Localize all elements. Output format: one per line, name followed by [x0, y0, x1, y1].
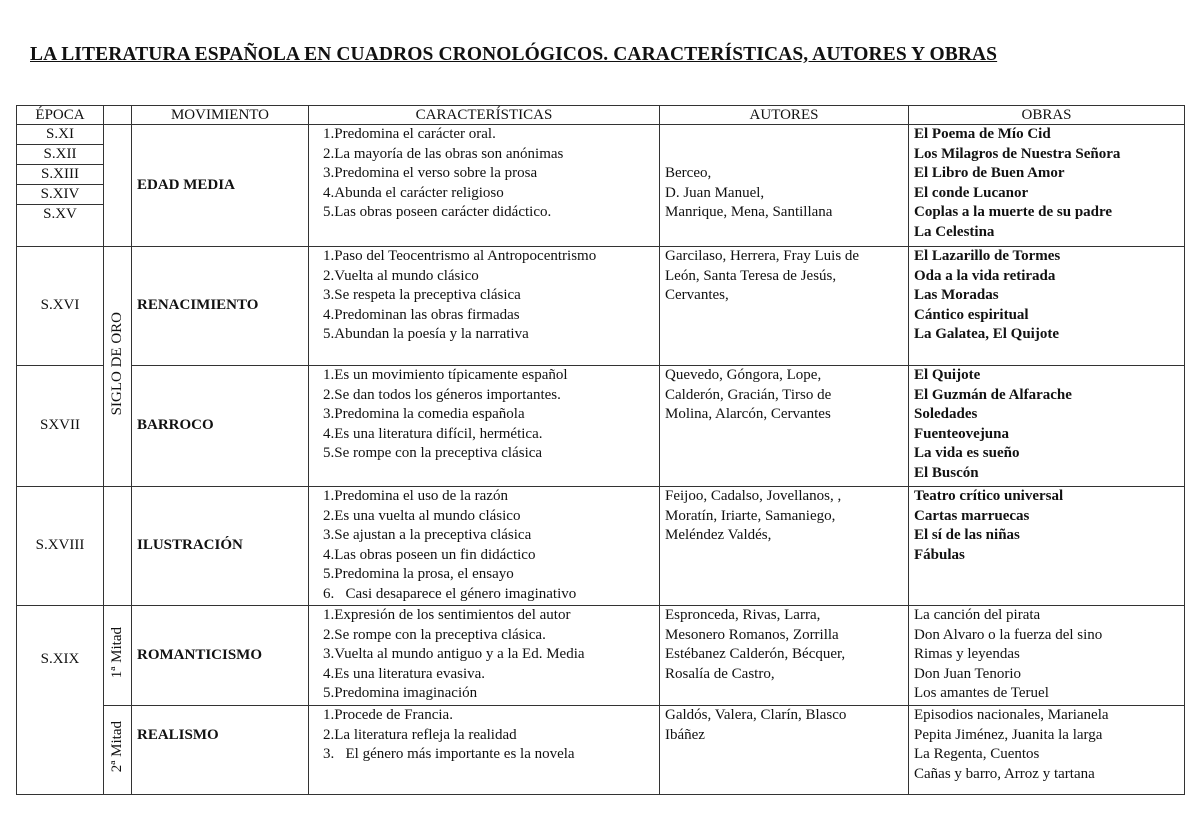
list-item: 3.Se ajustan a la preceptiva clásica — [323, 527, 532, 544]
list-item: 1.Predomina el carácter oral. — [323, 126, 496, 142]
list-item: 2.Se dan todos los géneros importantes. — [323, 386, 561, 403]
list-item: 5.Abundan la poesía y la narrativa — [323, 326, 529, 343]
page-title: LA LITERATURA ESPAÑOLA EN CUADROS CRONOLÓGICOS. CARACTERÍSTICAS, AUTORES Y OBRAS — [30, 44, 998, 65]
header-obras: OBRAS — [909, 106, 1185, 125]
epoca-s-xviii: S.XVIII — [17, 487, 104, 606]
obras-realismo — [909, 706, 1185, 795]
list-item: Manrique, Mena, Santillana — [665, 204, 833, 221]
list-item: Episodios nacionales, Marianela — [914, 707, 1109, 723]
list-item: Ibáñez — [665, 726, 705, 743]
autores-ilustracion — [660, 487, 909, 606]
list-item: 5.Se rompe con la preceptiva clásica — [323, 445, 543, 462]
list-item: 1.Predomina el uso de la razón — [323, 488, 508, 504]
table-row-barroco — [17, 366, 1185, 487]
list-item: El Quijote — [914, 367, 981, 383]
list-item: La Celestina — [914, 223, 995, 240]
table-row-edad-media — [17, 125, 1185, 247]
list-item: Las Moradas — [914, 287, 999, 304]
list-item: Soledades — [914, 406, 978, 423]
list-item: Quevedo, Góngora, Lope, — [665, 367, 822, 383]
epoca-s-xv: S.XV — [43, 206, 77, 222]
movimiento-romanticismo: ROMANTICISMO — [132, 606, 309, 706]
list-item: Moratín, Iriarte, Samaniego, — [665, 507, 836, 524]
list-item: Los Milagros de Nuestra Señora — [914, 145, 1121, 162]
list-item: Rosalía de Castro, — [665, 665, 775, 682]
list-item: Cervantes, — [665, 287, 729, 304]
list-item: El Poema de Mío Cid — [914, 126, 1051, 142]
table-row-ilustracion — [17, 487, 1185, 606]
caracteristicas-ilustracion — [309, 487, 660, 606]
list-item: 1.Paso del Teocentrismo al Antropocentrismo — [323, 248, 597, 264]
list-item: Garcilaso, Herrera, Fray Luis de — [665, 248, 860, 264]
list-item: El conde Lucanor — [914, 184, 1029, 201]
list-item: León, Santa Teresa de Jesús, — [665, 267, 837, 284]
epoca-s-xvii: SXVII — [17, 366, 104, 487]
autores-realismo — [660, 706, 909, 795]
list-item: 1.Expresión de los sentimientos del autor — [323, 607, 571, 623]
obras-ilustracion — [909, 487, 1185, 606]
list-item: Cántico espiritual — [914, 306, 1029, 323]
mitad-1-label — [104, 606, 132, 706]
list-item: 3.Predomina el verso sobre la prosa — [323, 165, 538, 182]
list-item: 4.Las obras poseen un fin didáctico — [323, 546, 536, 563]
chronology-table — [16, 105, 1185, 795]
epoca-s-xix: S.XIX — [17, 606, 104, 795]
list-item: La Regenta, Cuentos — [914, 746, 1040, 763]
list-item: Fábulas — [914, 546, 965, 563]
list-item: 3.Vuelta al mundo antiguo y a la Ed. Media — [323, 646, 585, 663]
header-caracteristicas: CARACTERÍSTICAS — [309, 106, 660, 125]
list-item: 4.Predominan las obras firmadas — [323, 306, 520, 323]
mitad-1-text: 1ª Mitad — [108, 626, 125, 678]
autores-barroco — [660, 366, 909, 487]
vertical-spacer — [104, 487, 132, 606]
caracteristicas-realismo — [309, 706, 660, 795]
list-item: Berceo, — [665, 165, 712, 181]
movimiento-renacimiento: RENACIMIENTO — [132, 247, 309, 366]
list-item: Mesonero Romanos, Zorrilla — [665, 626, 839, 643]
list-item: 6. Casi desaparece el género imaginativo — [323, 585, 577, 602]
header-autores: AUTORES — [660, 106, 909, 125]
list-item: La vida es sueño — [914, 445, 1020, 462]
obras-renacimiento — [909, 247, 1185, 366]
list-item: Feijoo, Cadalso, Jovellanos, , — [665, 488, 842, 504]
list-item: D. Juan Manuel, — [665, 184, 765, 201]
list-item: 3. El género más importante es la novela — [323, 746, 575, 763]
autores-renacimiento — [660, 247, 909, 366]
header-epoca: ÉPOCA — [17, 106, 104, 125]
movimiento-edad-media: EDAD MEDIA — [132, 125, 309, 247]
list-item: Pepita Jiménez, Juanita la larga — [914, 726, 1103, 743]
movimiento-barroco: BARROCO — [132, 366, 309, 487]
movimiento-realismo: REALISMO — [132, 706, 309, 795]
list-item: El sí de las niñas — [914, 527, 1020, 544]
epoca-s-xiv: S.XIV — [17, 185, 103, 205]
vertical-spacer — [104, 125, 132, 247]
header-row — [17, 106, 1185, 125]
list-item: Fuenteovejuna — [914, 425, 1009, 442]
list-item: La Galatea, El Quijote — [914, 326, 1059, 343]
list-item: El Libro de Buen Amor — [914, 165, 1065, 182]
list-item: 3.Predomina la comedia española — [323, 406, 525, 423]
list-item: Coplas a la muerte de su padre — [914, 204, 1113, 221]
caracteristicas-edad-media — [309, 125, 660, 247]
list-item: Los amantes de Teruel — [914, 685, 1049, 702]
table-row-renacimiento — [17, 247, 1185, 366]
caracteristicas-renacimiento — [309, 247, 660, 366]
list-item: Teatro crítico universal — [914, 488, 1064, 504]
list-item: 5.Las obras poseen carácter didáctico. — [323, 204, 552, 221]
header-spacer — [104, 106, 132, 125]
list-item: 2.Se rompe con la preceptiva clásica. — [323, 626, 546, 643]
epoca-cell-edad-media — [17, 125, 104, 247]
list-item: Molina, Alarcón, Cervantes — [665, 406, 831, 423]
list-item: Galdós, Valera, Clarín, Blasco — [665, 707, 847, 723]
list-item: 4.Es una literatura evasiva. — [323, 665, 486, 682]
list-item: Cañas y barro, Arroz y tartana — [914, 765, 1095, 782]
autores-edad-media — [660, 125, 909, 247]
table-row-realismo — [17, 706, 1185, 795]
list-item: 1.Es un movimiento típicamente español — [323, 367, 568, 383]
epoca-s-xvi: S.XVI — [17, 247, 104, 366]
list-item: Espronceda, Rivas, Larra, — [665, 607, 821, 623]
list-item: 2.La mayoría de las obras son anónimas — [323, 145, 564, 162]
obras-romanticismo — [909, 606, 1185, 706]
movimiento-ilustracion: ILUSTRACIÓN — [132, 487, 309, 606]
list-item: Rimas y leyendas — [914, 646, 1020, 663]
list-item: La canción del pirata — [914, 607, 1041, 623]
list-item: 5.Predomina imaginación — [323, 685, 478, 702]
mitad-2-text: 2ª Mitad — [108, 721, 125, 773]
caracteristicas-barroco — [309, 366, 660, 487]
list-item: El Buscón — [914, 464, 979, 481]
list-item: El Guzmán de Alfarache — [914, 386, 1072, 403]
list-item: 2.Vuelta al mundo clásico — [323, 267, 479, 284]
list-item: 4.Abunda el carácter religioso — [323, 184, 504, 201]
obras-barroco — [909, 366, 1185, 487]
list-item: Cartas marruecas — [914, 507, 1030, 524]
obras-edad-media — [909, 125, 1185, 247]
autores-romanticismo — [660, 606, 909, 706]
list-item: Meléndez Valdés, — [665, 527, 772, 544]
list-item: Don Alvaro o la fuerza del sino — [914, 626, 1103, 643]
list-item: Don Juan Tenorio — [914, 665, 1021, 682]
list-item: Estébanez Calderón, Bécquer, — [665, 646, 846, 663]
epoca-s-xii: S.XII — [17, 145, 103, 165]
siglo-de-oro-label — [104, 247, 132, 487]
table-row-romanticismo — [17, 606, 1185, 706]
list-item: 2.Es una vuelta al mundo clásico — [323, 507, 521, 524]
list-item: 2.La literatura refleja la realidad — [323, 726, 517, 743]
siglo-de-oro-text: SIGLO DE ORO — [108, 311, 125, 415]
list-item: 1.Procede de Francia. — [323, 707, 453, 723]
list-item: Oda a la vida retirada — [914, 267, 1056, 284]
list-item: El Lazarillo de Tormes — [914, 248, 1061, 264]
list-item: 3.Se respeta la preceptiva clásica — [323, 287, 521, 304]
header-movimiento: MOVIMIENTO — [132, 106, 309, 125]
mitad-2-label — [104, 706, 132, 795]
caracteristicas-romanticismo — [309, 606, 660, 706]
list-item: 5.Predomina la prosa, el ensayo — [323, 566, 514, 583]
epoca-s-xi: S.XI — [17, 125, 103, 145]
list-item: 4.Es una literatura difícil, hermética. — [323, 425, 543, 442]
epoca-s-xiii: S.XIII — [17, 165, 103, 185]
list-item: Calderón, Gracián, Tirso de — [665, 386, 832, 403]
